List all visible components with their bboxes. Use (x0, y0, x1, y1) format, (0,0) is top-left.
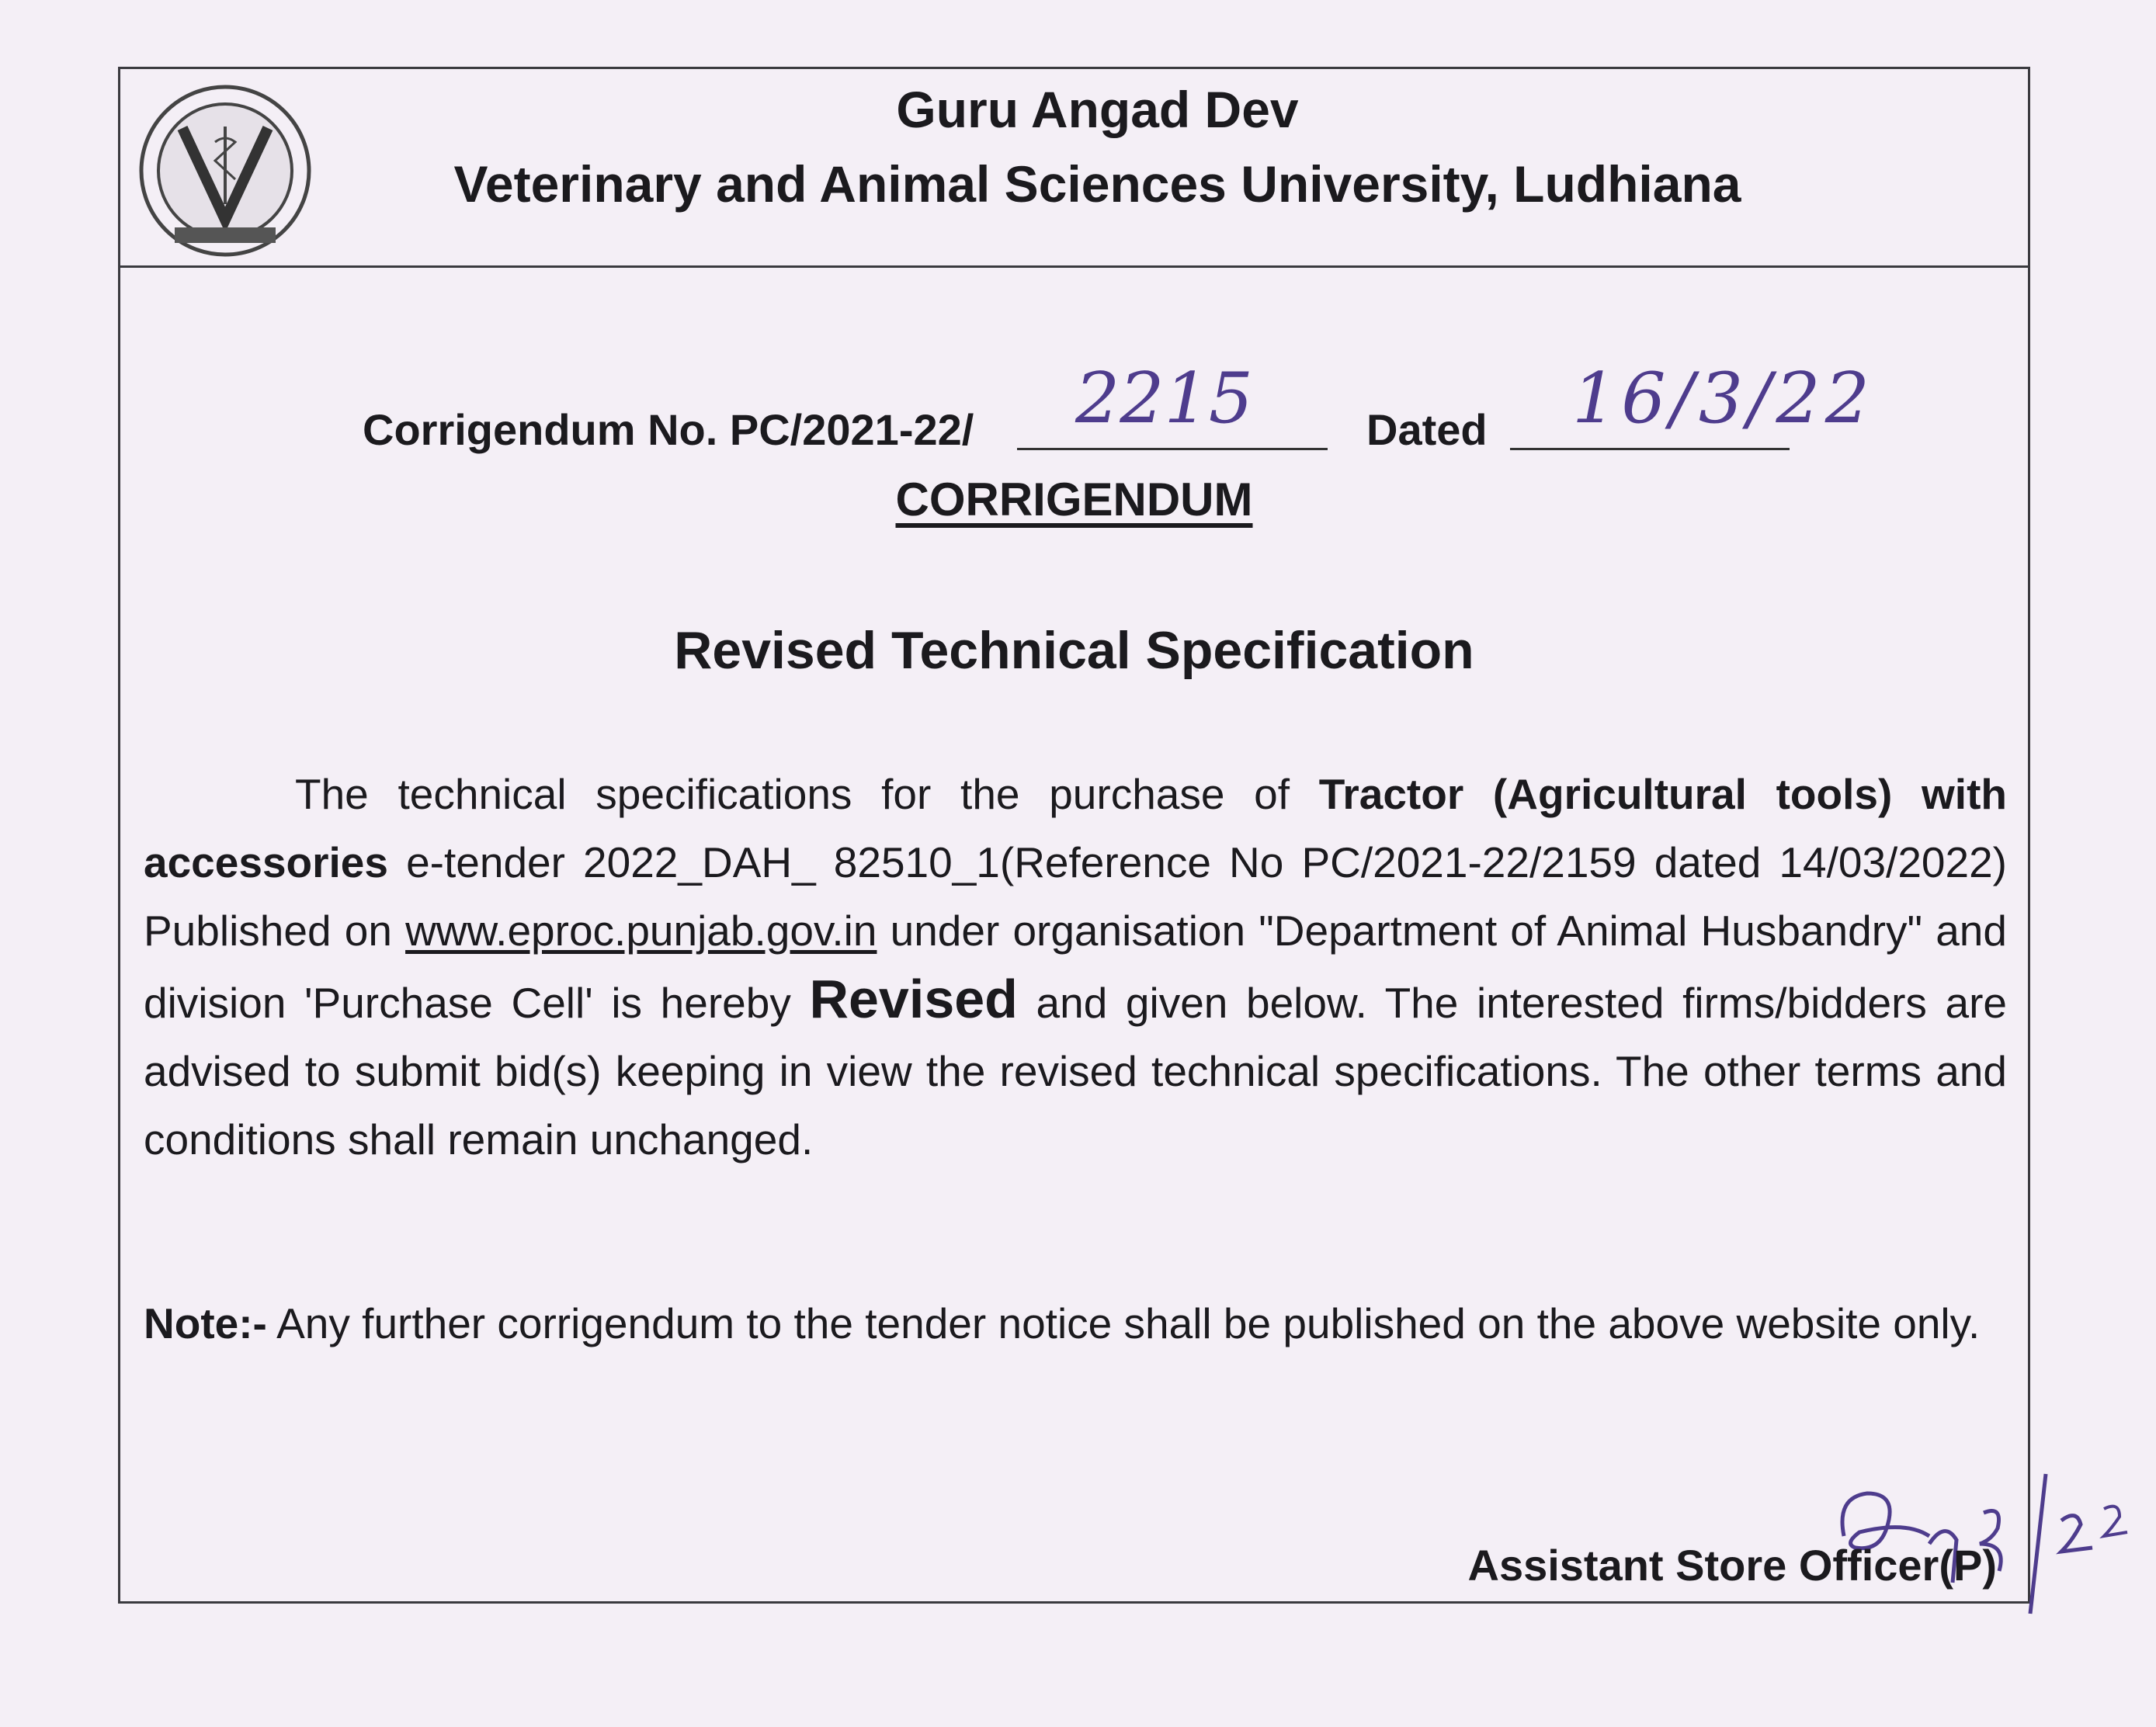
university-name-line2: Veterinary and Animal Sciences University, Ludhiana (453, 155, 1741, 213)
university-name-line1: Guru Angad Dev (896, 81, 1299, 138)
note-paragraph (144, 1292, 2007, 1355)
body-text-3: under organisation "Department of Animal Husbandry" and division 'Purchase Cell' is hereby (144, 907, 2007, 1027)
letterhead (120, 69, 2028, 268)
dated-handwritten: 16/3/22 (1572, 358, 1874, 439)
note-text: Any further corrigendum to the tender notice shall be published on the above website only. (266, 1299, 1981, 1347)
corrigendum-number-handwritten: 2215 (1075, 358, 1254, 439)
body-text-4: and given below. The interested firms/bidders are advised to submit bid(s) keeping in view the revised technical specifications. The other terms and conditions shall remain unchanged. (144, 979, 2007, 1163)
body-text-1: The technical specifications for the purchase of (295, 770, 1319, 818)
document-title: CORRIGENDUM (895, 473, 1253, 525)
corrigendum-number-underline (1017, 448, 1328, 450)
revised-word: Revised (809, 969, 1018, 1029)
body-paragraph (144, 760, 2007, 1174)
document-subtitle: Revised Technical Specification (674, 621, 1474, 680)
signatory-title: Assistant Store Officer(P) (1467, 1541, 1997, 1590)
body-text-2: e-tender 2022_DAH_ 82510_1(Reference No PC/2021-22/2159 dated 14/03/2022) Published on (144, 838, 2007, 955)
item-name: Tractor (Agricultural tools) with accessories (144, 770, 2007, 886)
notice-frame (118, 67, 2030, 1604)
dated-underline (1510, 448, 1790, 450)
dated-label: Dated (1366, 405, 1488, 454)
note-label: Note:- (144, 1299, 267, 1347)
corrigendum-number-label: Corrigendum No. PC/2021-22/ (363, 405, 974, 454)
website-link[interactable]: www.eproc.punjab.gov.in (405, 907, 877, 955)
